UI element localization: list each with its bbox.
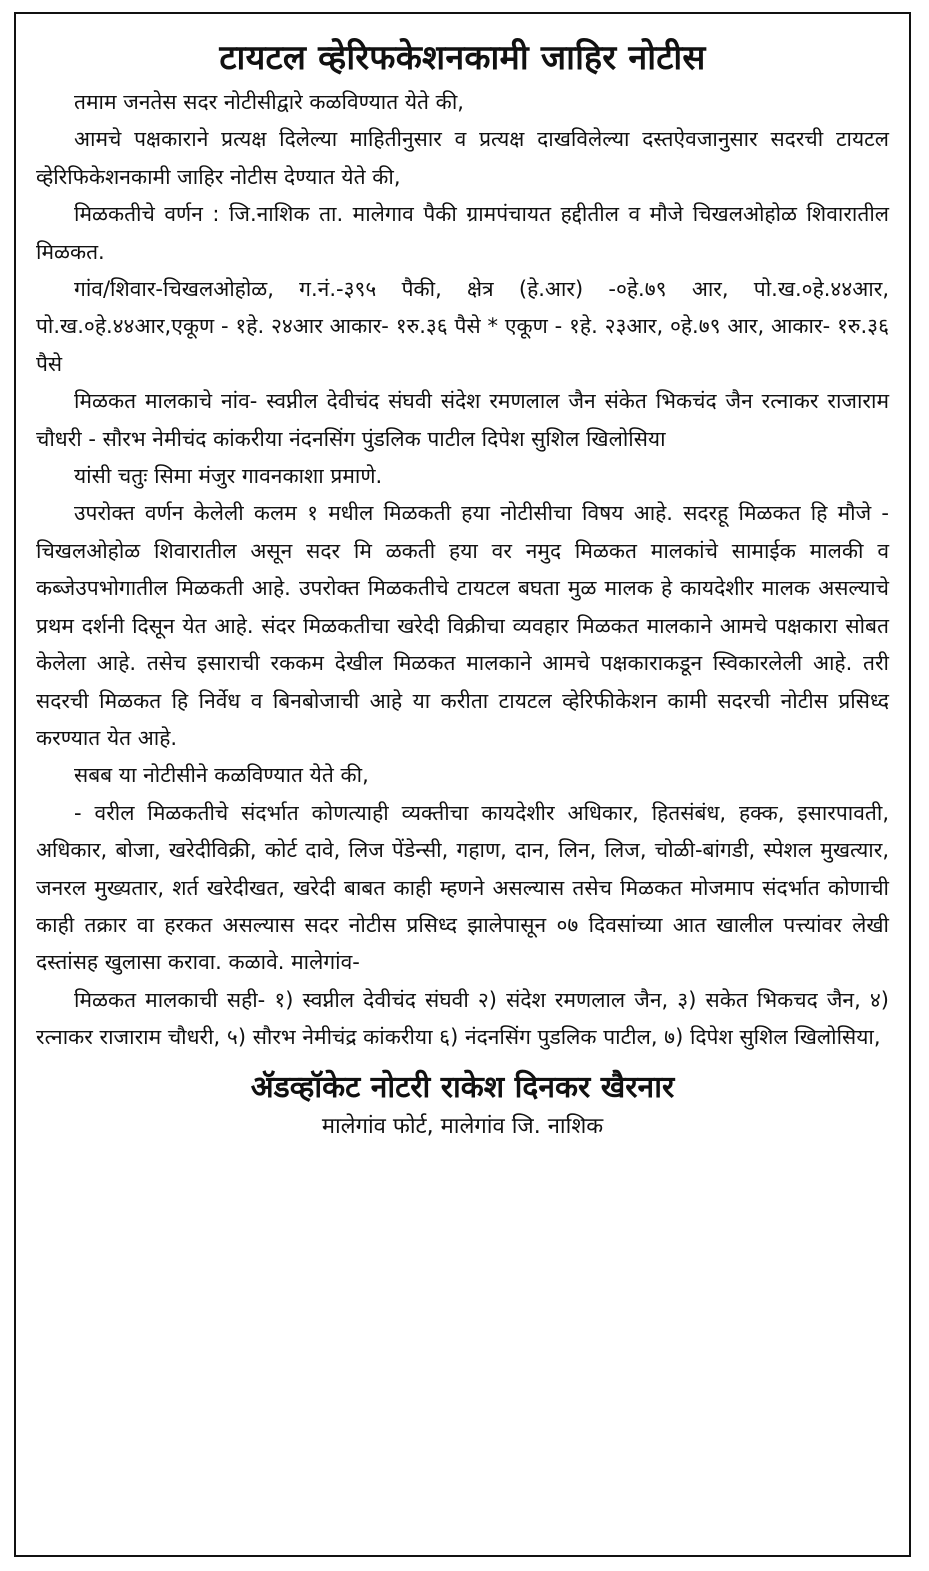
notice-paragraph-land-details: गांव/शिवार-चिखलओहोळ, ग.नं.-३९५ पैकी, क्षेत्र (हे.आर) -०हे.७९ आर, पो.ख.०हे.४४आर, पो.ख.०हे.४४आर,एकूण - १हे. २४आर आकार- १रु.३६ पैसे * एकूण - १हे. २३आर, ०हे.७९ आर, आकार- १रु.३६ पैसे [36, 277, 889, 376]
notice-title: टायटल व्हेरिफकेशनकामी जाहिर नोटीस [219, 38, 706, 78]
notice-paragraph-owner-signatures: मिळकत मालकाची सही- १) स्वप्नील देवीचंद संघवी २) संदेश रमणलाल जैन, ३) सकेत भिकचद जैन, ४) रत्नाकर राजाराम चौधरी, ५) सौरभ नेमीचंद्र कांकरीया ६) नंदनसिंग पुडलिक पाटील, ७) दिपेश सुशिल खिलोसिया, [36, 987, 889, 1050]
notice-paragraph-client-info: आमचे पक्षकाराने प्रत्यक्ष दिलेल्या माहितीनुसार व प्रत्यक्ष दाखविलेल्या दस्तऐवजानुसार सदरची टायटल व्हेरिफिकेशनकामी जाहिर नोटीस देण्यात येते की, [36, 127, 889, 189]
notice-paragraph-owner-names: मिळकत मालकाचे नांव- स्वप्नील देवीचंद संघवी संदेश रमणलाल जैन संकेत भिकचंद जैन रत्नाकर राजाराम चौधरी - सौरभ नेमीचंद कांकरीया नंदनसिंग पुंडलिक पाटील दिपेश सुशिल खिलोसिया [36, 389, 889, 451]
notice-paragraph-subject: उपरोक्त वर्णन केलेली कलम १ मधील मिळकती हया नोटीसीचा विषय आहे. सदरहू मिळकत हि मौजे - चिखलओहोळ शिवारातील असून सदर मि ळकती हया वर नमुद मिळकत मालकांचे सामाईक मालकी व कब्जेउपभोगातील मिळकती आहे. उपरोक्त मिळकतीचे टायटल बघता मुळ मालक हे कायदेशीर मालक असल्याचे प्रथम दर्शनी दिसून येत आहे. संदर मिळकतीचा खरेदी विक्रीचा व्यवहार मिळकत मालकाने आमचे पक्षकारा सोबत केलेला आहे. तसेच इसाराची रककम देखील मिळकत मालकाने आमचे पक्षकाराकडून स्विकारलेली आहे. तरी सदरची मिळकत हि निर्वेध व बिनबोजाची आहे या करीता टायटल व्हेरिफीकेशन कामी सदरची नोटीस प्रसिध्द करण्यात येत आहे. [36, 501, 889, 750]
notice-paragraph-hereby: सबब या नोटीसीने कळविण्यात येते की, [74, 763, 369, 788]
signatory-name: ॲडव्हॉकेट नोटरी राकेश दिनकर खैरनार [250, 1069, 675, 1105]
signatory-address: मालेगांव फोर्ट, मालेगांव जि. नाशिक [321, 1113, 604, 1139]
notice-body [36, 84, 889, 1057]
notice-paragraph-intro: तमाम जनतेस सदर नोटीसीद्वारे कळविण्यात येते की, [74, 90, 464, 114]
notice-paragraph-boundaries: यांसी चतुः सिमा मंजुर गावनकाशा प्रमाणे. [74, 464, 383, 489]
notice-paragraph-objections: - वरील मिळकतीचे संदर्भात कोणत्याही व्यक्तीचा कायदेशीर अधिकार, हितसंबंध, हक्क, इसारपावती, अधिकार, बोजा, खरेदीविक्री, कोर्ट दावे, लिज पेंडेन्सी, गहाण, दान, लिन, लिज, चोळी-बांगडी, स्पेशल मुखत्यार, जनरल मुख्यतार, शर्त खरेदीखत, खरेदी बाबत काही म्हणने असल्यास तसेच मिळकत मोजमाप संदर्भात कोणाची काही तक्रार वा हरकत असल्यास सदर नोटीस प्रसिध्द झालेपासून ०७ दिवसांच्या आत खालील पत्त्यांवर लेखी दस्तांसह खुलासा करावा. कळावे. मालेगांव- [36, 800, 889, 975]
notice-paragraph-property-description: मिळकतीचे वर्णन : जि.नाशिक ता. मालेगाव पैकी ग्रामपंचायत हद्दीतील व मौजे चिखलओहोळ शिवारातील मिळकत. [36, 202, 889, 264]
notice-frame [14, 12, 911, 1557]
